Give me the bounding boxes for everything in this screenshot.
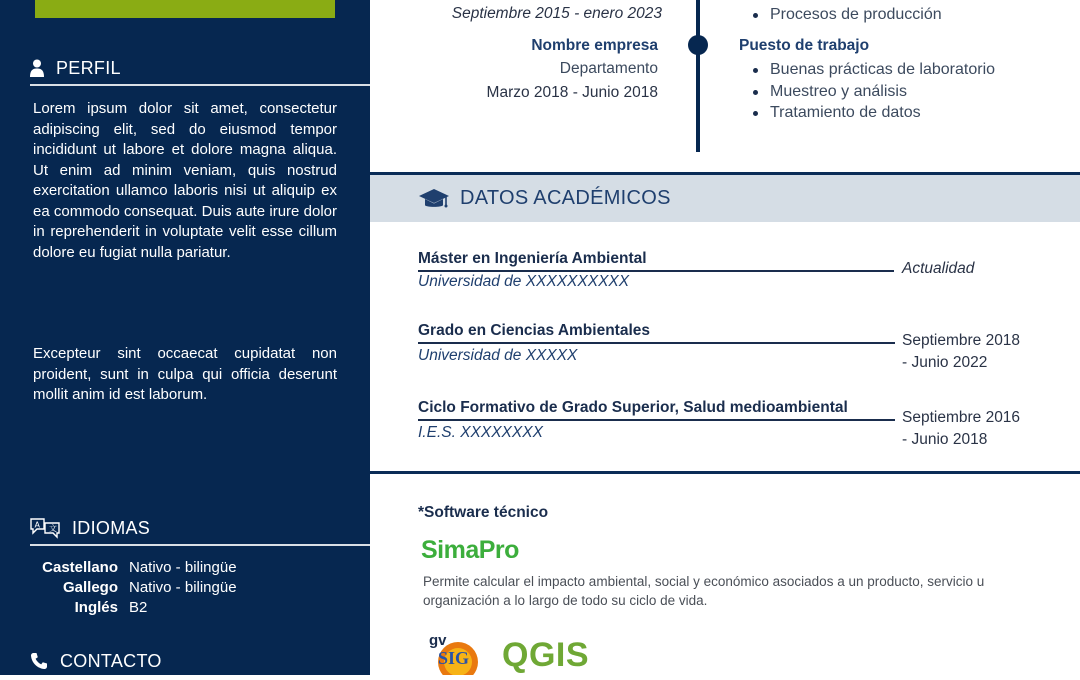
degree-entry: [418, 399, 848, 442]
degree-date-line: - Junio 2018: [902, 431, 988, 448]
svg-text:A: A: [34, 520, 41, 530]
list-item: Procesos de producción: [750, 4, 942, 26]
gvsig-logo-text-top: gv: [429, 632, 447, 649]
language-row: [33, 559, 237, 576]
idiomas-title: IDIOMAS: [72, 517, 151, 538]
contacto-header: [30, 645, 370, 677]
list-item: Muestreo y análisis: [750, 81, 995, 103]
timeline-line: [696, 0, 700, 152]
section-divider: [370, 471, 1080, 474]
language-level: Nativo - bilingüe: [129, 579, 237, 596]
qgis-logo: QGIS: [502, 636, 590, 674]
degree-date: [902, 258, 974, 280]
job-bullets: [750, 59, 995, 124]
language-level: B2: [129, 599, 148, 616]
contacto-title: CONTACTO: [60, 650, 162, 671]
degree-institution: Universidad de XXXXX: [418, 347, 578, 364]
previous-job-dates: Septiembre 2015 - enero 2023: [451, 5, 662, 22]
perfil-paragraph-2: Excepteur sint occaecat cupidatat non proident, sunt in culpa qui officia deserunt mollit anim id est laborum.: [33, 345, 337, 403]
language-row: [33, 579, 237, 596]
perfil-paragraph-1: Lorem ipsum dolor sit amet, consectetur adipiscing elit, sed do eiusmod tempor incididunt ut labore et dolore magna aliqua. Ut enim ad minim veniam, quis nostrud exercitation ullamco laboris nisi ut aliquip ex ea commodo consequat. Duis aute irure dolor in reprehenderit in voluptate velit esse cillum dolore eu fugiat nulla pariatur.: [33, 100, 337, 261]
degree-date-line: Septiembre 2018: [902, 332, 1021, 349]
job-position: Puesto de trabajo: [739, 37, 870, 54]
timeline-dot: [688, 35, 708, 55]
languages-icon: [30, 517, 60, 539]
department: Departamento: [559, 60, 658, 77]
degree-date: [902, 330, 1020, 374]
job-dates: Marzo 2018 - Junio 2018: [486, 84, 658, 101]
degree-entry: [418, 322, 650, 365]
svg-text:文: 文: [49, 524, 58, 533]
idiomas-header: [30, 512, 370, 546]
degree-institution: Universidad de XXXXXXXXXX: [418, 273, 630, 290]
degree-underline: [418, 419, 895, 421]
list-item: Tratamiento de datos: [750, 102, 995, 124]
academic-header: [370, 175, 1080, 222]
perfil-header: [30, 52, 370, 86]
list-item: Buenas prácticas de laboratorio: [750, 59, 995, 81]
language-row: [33, 599, 147, 616]
simapro-description: Permite calcular el impacto ambiental, social y económico asociados a un producto, servicio u organización a lo largo de todo su ciclo de vida.: [423, 574, 985, 608]
language-name: Gallego: [62, 579, 118, 596]
degree-title: Ciclo Formativo de Grado Superior, Salud medioambiental: [418, 399, 848, 416]
degree-date-line: Septiembre 2016: [902, 409, 1021, 426]
degree-underline: [418, 270, 894, 272]
person-icon: [30, 59, 44, 77]
language-name: Castellano: [42, 559, 118, 576]
degree-title: Grado en Ciencias Ambientales: [418, 322, 651, 339]
language-level: Nativo - bilingüe: [129, 559, 237, 576]
gvsig-logo: [428, 632, 480, 675]
previous-job-bullets: [750, 4, 942, 26]
language-name: Inglés: [74, 599, 118, 616]
academic-title: DATOS ACADÉMICOS: [460, 187, 671, 209]
degree-institution: I.E.S. XXXXXXXX: [418, 424, 543, 441]
company-name: Nombre empresa: [531, 37, 658, 54]
graduation-cap-icon: [418, 187, 450, 211]
degree-date-line: Actualidad: [902, 260, 975, 277]
phone-icon: [30, 652, 48, 670]
simapro-logo: SimaPro: [421, 536, 519, 564]
degree-title: Máster en Ingeniería Ambiental: [418, 250, 647, 267]
degree-date-line: - Junio 2022: [902, 354, 988, 371]
degree-underline: [418, 342, 895, 344]
degree-date: [902, 407, 1020, 451]
sidebar: [0, 0, 370, 675]
perfil-title: PERFIL: [56, 57, 121, 78]
gvsig-logo-text-bottom: SIG: [438, 648, 470, 668]
software-heading: *Software técnico: [418, 504, 549, 521]
accent-bar: [35, 0, 335, 18]
